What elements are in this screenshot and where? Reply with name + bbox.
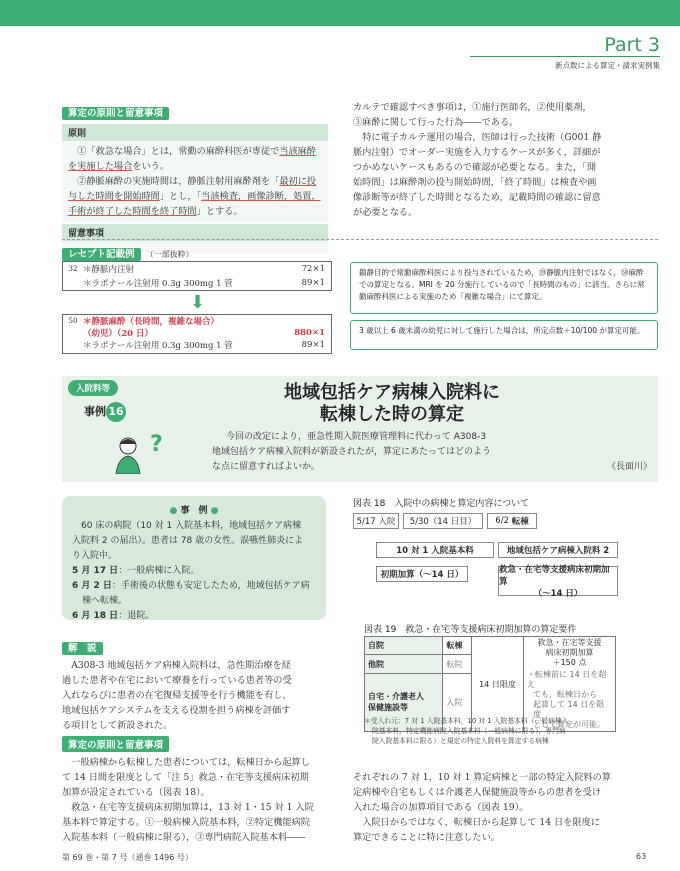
case-banner xyxy=(62,376,658,482)
receipt-heading-row xyxy=(62,242,194,262)
attention-label: 留意事項 xyxy=(62,224,328,241)
person-icon xyxy=(114,434,150,474)
figure-19-title: 図表 19 救急・在宅等支援病床初期加算の算定要件 xyxy=(364,625,577,635)
case-number: 事例 16 xyxy=(84,402,126,422)
fig18-box-basic: 10 対 1 入院基本料 xyxy=(376,542,494,558)
top-color-bar xyxy=(0,0,680,26)
receipt-before xyxy=(62,261,332,291)
section-heading: 算定の原則と留意事項 xyxy=(62,107,169,120)
down-arrow-icon: ⬇ xyxy=(190,292,206,313)
receipt-note-1: 鎮静目的で常勤麻酔科医により投与されているため，⑳静脈内注射ではなく，㊿麻酔での算定となる。MRI を 20 分施行しているので「長時間のもの」に該当。さらに常勤麻酔科医による実施のため「複雑な場合」にて算定。 xyxy=(350,262,658,314)
principles-section xyxy=(62,101,328,253)
date-box: 5/30（14 日目） xyxy=(403,513,483,529)
receipt-row: 32 ＊静脈内注射 72×1 xyxy=(68,264,325,275)
footer-issue: 第 69 巻・第 7 号（通巻 1496 号） xyxy=(62,853,193,862)
receipt-row: （幼児）（20 日） 880×1 xyxy=(83,328,325,339)
figure-19-table: 自院 転棟 14 日限度 救急・在宅等支援 病床初期加算 ＋150 点 ・転棟前に 14 日を超え ても，転棟日から 起算して 14 日を限度 として算定が可能。 他院 転院 自宅・介護老人 保健施設等 入院 xyxy=(364,636,616,732)
commentary-heading-2: 算定の原則と留意事項 xyxy=(62,736,169,752)
case-description: 今回の改定により，亜急性期入院医療管理料に代わって A308-3 地域包括ケア病棟入院料が新設されたが，算定にあたってはどのよう な点に留意すればよいか。 《長面川》 xyxy=(212,430,652,475)
case-category-tag: 入院料等 xyxy=(68,380,118,396)
bottom-right-text: それぞれの 7 対 1，10 対 1 算定病棟と一部の特定入院料の算 定病棟や自宅もしくは介護老人保健施設等からの患者を受け 入れた場合の加算項目である（図表 19）。 入院日からではなく，転棟日から起算して 14 日を限度に 算定できることに特に注意したい。 xyxy=(353,772,612,843)
receipt-heading-note: （一部抜粋） xyxy=(145,250,194,259)
figure-18-title: 図表 18 入院中の病棟と算定内容について xyxy=(353,499,530,509)
part-title: Part 3 xyxy=(604,34,660,56)
example-heading: ● 事 例 ● xyxy=(169,506,219,516)
part-subtitle: 新点数による算定・請求実例集 xyxy=(555,61,660,70)
principle-text: ①「救急な場合」とは，常勤の麻酔科医が専従で当該麻酔 を実施した場合をいう。 ②静脈麻酔の実施時間は，静脈注射用麻酔剤を「最初に投 与した時間を開始時間」とし，「当該検査，画像診断，処置， 手術が終了した時間を終了時間」とする。 xyxy=(62,141,328,222)
receipt-heading: レセプト記載例 xyxy=(62,248,141,261)
receipt-note-2: 3 歳以上 6 歳未満の幼児に対して施行した場合は，所定点数＋10/100 が算定可能。 xyxy=(350,320,658,350)
case-title: 地域包括ケア病棟入院料に 転棟した時の算定 xyxy=(284,382,500,425)
fig18-box-community: 地域包括ケア病棟入院料 2 xyxy=(498,542,618,558)
example-box: ● 事 例 ● 60 床の病院（10 対 1 入院基本料，地域包括ケア病棟 入院料 2 の届出）。患者は 78 歳の女性。誤嚥性肺炎によ り入院中。 5 月 17 日：一般病棟に入院。 6 月 2 日：手術後の状態も安定したため，地域包括ケア病 棟へ転棟。 6 月 18 日：退院。 xyxy=(62,496,326,620)
question-mark-icon: ? xyxy=(150,432,163,457)
receipt-row: ＊ラボナール注射用 0.3g 300mg 1 管 89×1 xyxy=(83,340,325,351)
receipt-row: 50 ＊静脈麻酔（長時間，複雑な場合） xyxy=(68,317,220,327)
commentary-heading: 解 説 xyxy=(62,642,103,655)
top-right-text: カルテで確認すべき事項は，①施行医師名，②使用薬剤， ③麻酔に関して行った行為――である。 特に電子カルテ運用の場合，医師は行った技術（G001 静 脈内注射）でオーダー実施を入力するケースが多く，詳細が つかめないケースもあるので確認が必要となる。また，「開 始時間」は麻酔剤の投与開始時間，「終了時間」は検査や画 像診断等が終了した時間となるため，記載時間の確認に留意 が必要となる。 xyxy=(353,102,602,218)
date-box: 6/2 転棟 xyxy=(487,513,537,529)
fig18-box-initial: 初期加算（～14 日） xyxy=(376,566,468,582)
date-box: 5/17 入院 xyxy=(353,513,399,529)
principle-label: 原則 xyxy=(62,124,328,141)
header-rule xyxy=(470,56,660,57)
receipt-row: ＊ラボナール注射用 0.3g 300mg 1 管 89×1 xyxy=(83,278,325,289)
figure-19-note: ＊受入れ元：7 対 1 入院基本料，10 対 1 入院基本料（一般病棟入 院基本料，特定機能病院入院基本料（一般病棟に限る），専門病 院入院基本料に限る）と規定の特定入院料を算定する病棟 xyxy=(364,717,569,745)
page-number: 63 xyxy=(636,852,647,861)
case-author: 《長面川》 xyxy=(606,462,652,472)
fig18-box-emergency: 救急・在宅等支援病床初期加算 （～14 日） xyxy=(498,566,618,596)
figure-18-dates xyxy=(353,513,537,529)
receipt-divider xyxy=(62,239,658,240)
commentary-section: 解 説 A308-3 地域包括ケア病棟入院料は，急性期治療を経 過した患者や在宅において療養を行っている患者等の受 入れならびに患者の在宅復帰支援等を行う機能を有し， 地域包括ケアシステムを支える役割を担う病棟を評価す る項目として新設された。 算定の原則と留意事項 一般病棟から転棟した患者については，転棟日から起算し て 14 日間を限度として「注 5」救急・在宅等支援病床初期 加算が設定されている（図表 18）。 救急・在宅等支援病床初期加算は，13 対 1・15 対 1 入院 基本料で算定する。①一般病棟入院基本料，②特定機能病院 入院基本料（一般病棟に限る），③専門病院入院基本料―― xyxy=(62,643,314,843)
receipt-after xyxy=(62,314,332,354)
